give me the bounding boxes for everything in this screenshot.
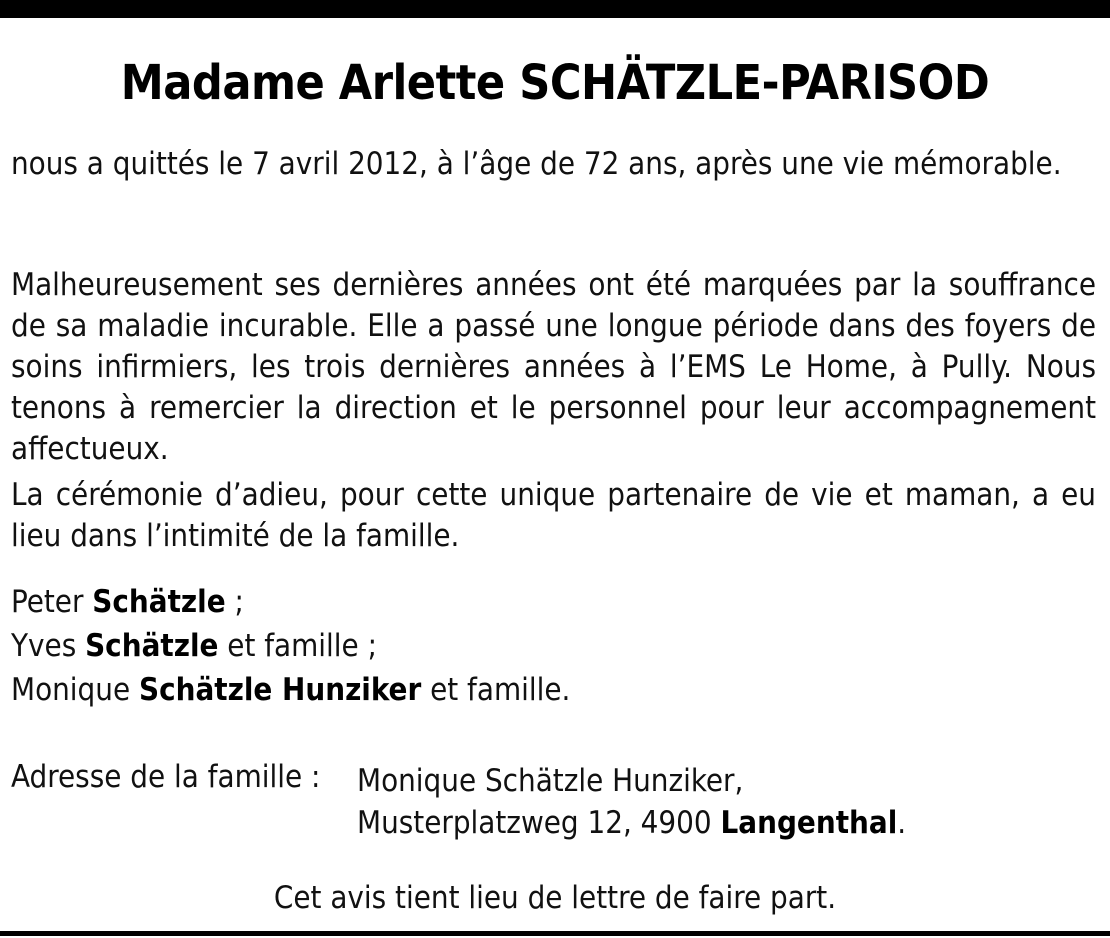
- address-city: Langenthal: [720, 805, 898, 841]
- signer-item: [11, 668, 570, 712]
- announcement-title: Madame Arlette SCHÄTZLE-PARISOD: [120, 55, 990, 111]
- signer-item: [11, 624, 570, 668]
- address-end: .: [897, 805, 907, 841]
- paragraph-ceremony: La cérémonie d’adieu, pour cette unique partenaire de vie et maman, a eu lieu dans l’intimité de la famille.: [11, 477, 1096, 554]
- signer-item: [11, 580, 570, 624]
- paragraph-illness: Malheureusement ses dernières années ont été marquées par la souffrance de sa maladie incurable. Elle a passé une longue période dans des foyers de soins infirmiers, les trois dernières années à l’EMS Le Home, à Pully. Nous tenons à remercier la direction et le personnel pour leur accompagnement affectueux.: [11, 267, 1096, 467]
- address-street: Musterplatzweg 12, 4900: [357, 805, 712, 841]
- address-label: Adresse de la famille :: [11, 759, 321, 795]
- signer-first-name: Yves: [11, 628, 77, 664]
- signer-surname: Schätzle: [92, 584, 226, 620]
- signers-list: [11, 580, 570, 712]
- signer-first-name: Peter: [11, 584, 84, 620]
- signer-surname: Schätzle Hunziker: [138, 672, 422, 708]
- address-block: [357, 760, 906, 844]
- paragraph-intro: nous a quittés le 7 avril 2012, à l’âge de 72 ans, après une vie mémorable.: [11, 146, 1062, 182]
- address-street-line: [357, 802, 906, 844]
- bottom-rule: [0, 931, 1110, 936]
- address-name: Monique Schätzle Hunziker,: [357, 763, 744, 799]
- notice-text: Cet avis tient lieu de lettre de faire part.: [273, 880, 837, 916]
- signer-suffix: et famille ;: [227, 628, 377, 664]
- signer-surname: Schätzle: [85, 628, 219, 664]
- top-rule: [0, 0, 1110, 18]
- signer-suffix: ;: [234, 584, 244, 620]
- signer-suffix: et famille.: [430, 672, 571, 708]
- signer-first-name: Monique: [11, 672, 131, 708]
